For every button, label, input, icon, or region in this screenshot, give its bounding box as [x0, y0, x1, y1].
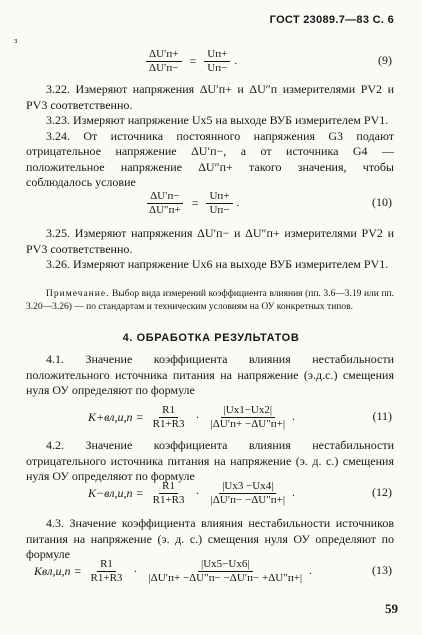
page-number: 59 — [385, 601, 398, 616]
paragraph-3-25: 3.25. Измеряют напряжения ΔU′п− и ΔU″п+ измерителями PV2 и PV3 соответственно. — [26, 226, 394, 256]
formula-11: K+вл,и,п = $\frac{R1}{R1+R3}$ · $\frac{|Ux1-Ux2|}{|\Delta U'п+ -\Delta U''п+|}$ . (11) — [88, 403, 392, 430]
formula-10-number: (10) — [372, 195, 392, 209]
formula-9-right-fraction: $\frac{Uп+}{Uп-}$ — [204, 48, 230, 75]
formula-9-left-fraction: $\frac{\Delta U'п+}{\Delta U'п-}$ — [146, 48, 182, 75]
formula-9: $\frac{\Delta U'п+}{\Delta U'п-}$ = $\frac{Uп+}{Uп-}$ . (9) — [0, 44, 422, 78]
paragraph-3-22: 3.22. Измеряют напряжения ΔU′п+ и ΔU″п измерителями PV2 и PV3 соответственно. — [26, 82, 394, 112]
formula-12-number: (12) — [372, 485, 392, 499]
formula-11-number: (11) — [372, 409, 392, 423]
formula-12: K−вл,и,п = $\frac{R1}{R1+R3}$ · $\frac{|Ux3 -Ux4|}{|\Delta U'п- -\Delta U''п+|}$ . (12) — [88, 479, 392, 506]
paragraphs-3-22-to-3-24 — [26, 82, 394, 191]
paragraph-3-26: 3.26. Измеряют напряжение Ux6 на выходе ВУБ измерителем PV1. — [46, 257, 389, 271]
formula-10: $\frac{\Delta U'п-}{\Delta U''п+}$ = $\frac{Uп+}{Uп-}$ . (10) — [0, 186, 422, 220]
paragraph-4-2: 4.2. Значение коэффициента влияния нестабильности отрицательного источника питания на напряжение (э. д. с.) смещения нуля ОУ определяют по формуле — [26, 438, 394, 483]
note-label: Примечание. — [46, 289, 110, 299]
note-block — [26, 288, 394, 314]
paragraphs-3-25-to-3-26 — [26, 226, 394, 273]
note-text: Выбор вида измерений коэффициента влияния (пп. 3.6—3.19 или пп. 3.20—3.26) — по стандартам и техническим условиям на ОУ конкретных типов. — [26, 289, 394, 312]
formula-13: Kвл,и,п = $\frac{R1}{R1+R3}$ · $\frac{|Ux5-Ux6|}{|\Delta U'п+ -\Delta U''п- -\Delta U'п- +\Delta U''п+|}$ . (13) — [34, 557, 392, 584]
paragraph-4-1: 4.1. Значение коэффициента влияния нестабильности положительного источника питания на напряжение (э.д.с.) смещения нуля ОУ определяют по формуле — [26, 352, 394, 397]
formula-10-left-fraction: $\frac{\Delta U'п-}{\Delta U''п+}$ — [149, 189, 181, 216]
section-heading: 4. ОБРАБОТКА РЕЗУЛЬТАТОВ — [122, 332, 300, 344]
paragraph-3-24: 3.24. От источника постоянного напряжения G3 подают отрицательное напряжение ΔU′п−, а от источника G4 — положительное напряжение ΔU″п+ такого значения, чтобы соблюдалось условие — [26, 128, 394, 189]
paragraph-4-3: 4.3. Значение коэффициента влияния нестабильности источников питания на напряжение (э. д. с.) смещения нуля ОУ определяют по формуле — [26, 516, 394, 561]
formula-13-number: (13) — [372, 563, 392, 577]
paragraph-3-23: 3.23. Измеряют напряжение Ux5 на выходе ВУБ измерителем PV1. — [46, 113, 389, 127]
standard-header: ГОСТ 23089.7—83 С. 6 — [269, 14, 394, 26]
formula-9-number: (9) — [378, 53, 392, 67]
margin-mark: з — [14, 36, 18, 45]
formula-10-right-fraction: $\frac{Uп+}{Uп-}$ — [206, 190, 232, 217]
